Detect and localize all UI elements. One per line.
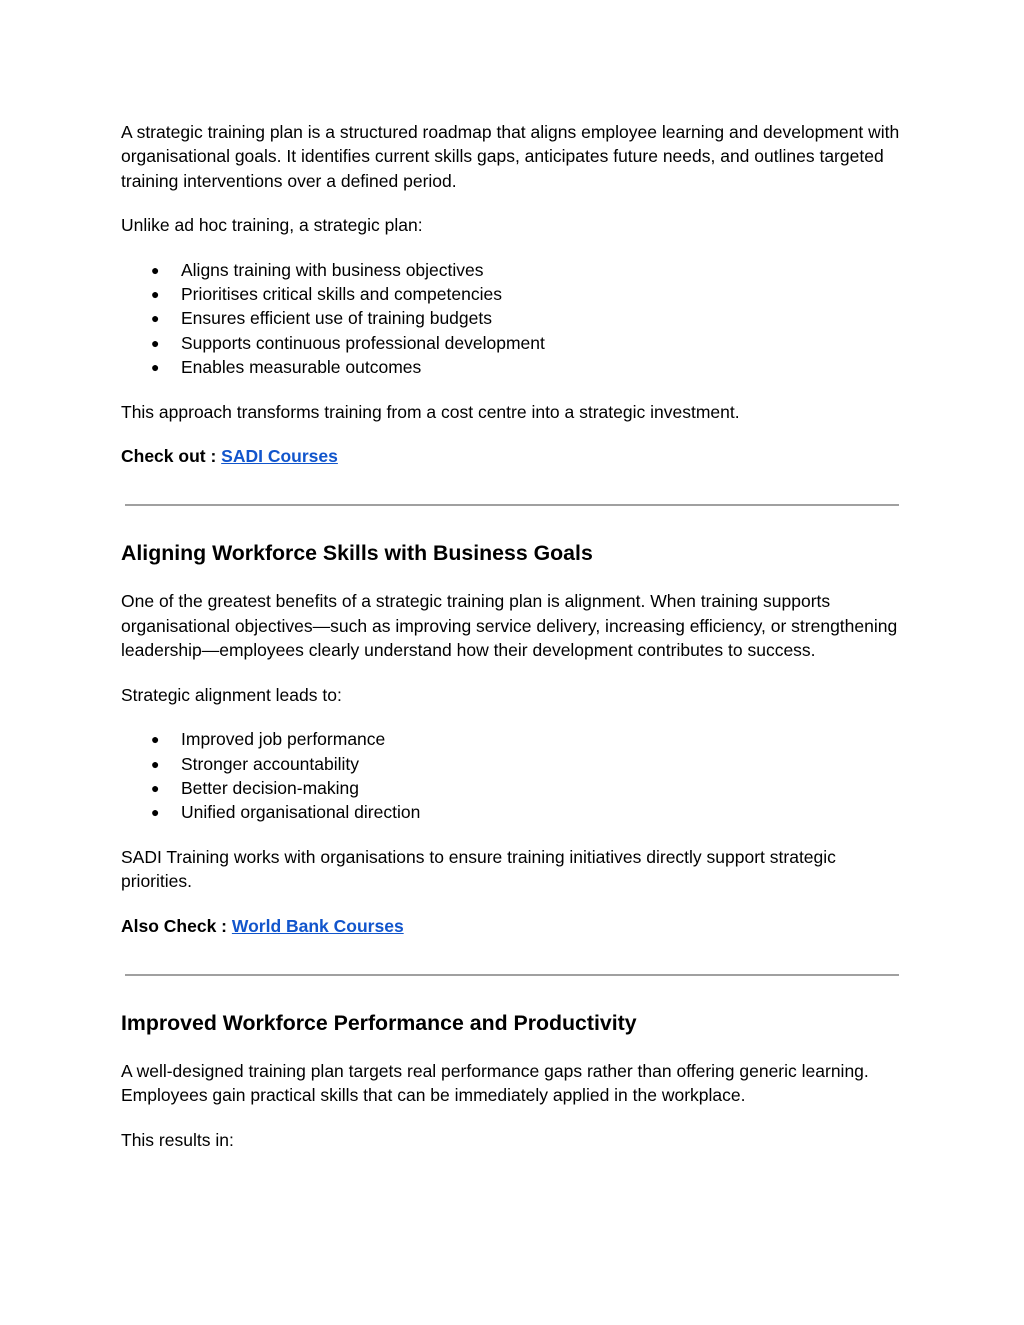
list-item-text: Improved job performance bbox=[181, 729, 386, 750]
list-item-text: Prioritises critical skills and competencies bbox=[181, 284, 502, 305]
bullet-icon: ● bbox=[151, 755, 160, 772]
bullet-icon: ● bbox=[151, 779, 160, 796]
alignment-bullet-list bbox=[121, 727, 906, 825]
document-page bbox=[121, 118, 906, 1172]
list-item bbox=[121, 752, 906, 776]
alignment-paragraph: One of the greatest benefits of a strategic training plan is alignment. When training supports organisational objectives—such as improving service delivery, increasing efficiency, or strengthening leadership—employees clearly understand how their development contributes to success. bbox=[121, 591, 898, 661]
list-item bbox=[121, 800, 906, 824]
intro-bullet-list bbox=[121, 258, 906, 380]
section-heading-performance: Improved Workforce Performance and Productivity bbox=[121, 1010, 637, 1035]
list-item-text: Enables measurable outcomes bbox=[181, 357, 422, 378]
list-item-text: Better decision-making bbox=[181, 777, 359, 798]
list-item-text: Aligns training with business objectives bbox=[181, 259, 484, 280]
bullet-icon: ● bbox=[151, 334, 160, 351]
list-item bbox=[121, 282, 906, 306]
bullet-icon: ● bbox=[151, 731, 160, 748]
section-heading-alignment: Aligning Workforce Skills with Business Goals bbox=[121, 541, 593, 566]
list-item bbox=[121, 331, 906, 355]
intro-closing: This approach transforms training from a cost centre into a strategic investment. bbox=[121, 401, 740, 422]
also-check-line bbox=[121, 914, 906, 938]
list-item bbox=[121, 776, 906, 800]
list-item bbox=[121, 727, 906, 751]
list-item-text: Supports continuous professional development bbox=[181, 332, 545, 353]
list-item-text: Stronger accountability bbox=[181, 753, 360, 774]
check-out-line bbox=[121, 444, 906, 468]
section-divider bbox=[125, 504, 899, 506]
performance-lead: This results in: bbox=[121, 1129, 234, 1150]
bullet-icon: ● bbox=[151, 359, 160, 376]
world-bank-courses-link[interactable]: World Bank Courses bbox=[231, 915, 404, 936]
bullet-icon: ● bbox=[151, 310, 160, 327]
list-item bbox=[121, 258, 906, 282]
bullet-icon: ● bbox=[151, 261, 160, 278]
alignment-closing: SADI Training works with organisations to ensure training initiatives directly support strategic priorities. bbox=[121, 846, 836, 892]
list-item bbox=[121, 306, 906, 330]
bullet-icon: ● bbox=[151, 804, 160, 821]
list-item bbox=[121, 355, 906, 379]
sadi-courses-link[interactable]: SADI Courses bbox=[221, 446, 338, 467]
bullet-icon: ● bbox=[151, 286, 160, 303]
alignment-lead: Strategic alignment leads to: bbox=[121, 684, 342, 705]
list-item-text: Unified organisational direction bbox=[181, 802, 421, 823]
intro-paragraph: A strategic training plan is a structured roadmap that aligns employee learning and development with organisational goals. It identifies current skills gaps, anticipates future needs, and outlines targeted training interventions over a defined period. bbox=[121, 122, 900, 191]
section-divider bbox=[125, 974, 899, 976]
also-check-label: Also Check : bbox=[121, 915, 232, 936]
intro-lead: Unlike ad hoc training, a strategic plan: bbox=[121, 215, 423, 236]
list-item-text: Ensures efficient use of training budgets bbox=[181, 308, 492, 329]
check-out-label: Check out : bbox=[121, 446, 222, 467]
performance-paragraph: A well-designed training plan targets real performance gaps rather than offering generic learning. Employees gain practical skills that can be immediately applied in the workplace. bbox=[121, 1060, 869, 1106]
